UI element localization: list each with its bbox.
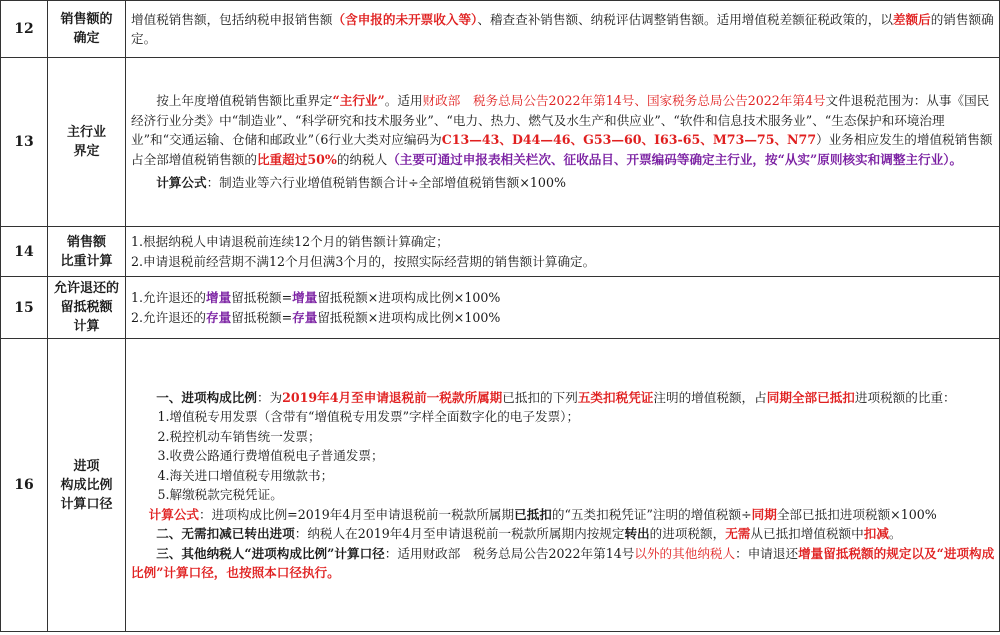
row-header-line: 构成比例 — [60, 477, 113, 493]
row-content — [126, 277, 1000, 339]
row-header-line: 计算 — [73, 319, 100, 334]
content-paragraph: 增值税销售额，包括纳税申报销售额（含申报的未开票收入等）、稽查查补销售额、纳税评估调整销售额。适用增值税差额征税政策的，以差额后的销售额确定。 — [131, 11, 994, 46]
row-content — [126, 227, 1000, 277]
formula-line: 计算公式：进项构成比例=2019年4月至申请退税前一税款所属期已抵扣的“五类扣税凭证”注明的增值税额÷同期全部已抵扣进项税额×100% — [148, 506, 937, 522]
row-number: 14 — [1, 227, 48, 277]
section-three: 三、其他纳税人“进项构成比例”计算口径：适用财政部 税务总局公告2022年第14号以外的其他纳税人：申请退还增量留抵税额的规定以及“进项构成比例”计算口径，也按照本口径执行。 — [131, 545, 995, 580]
list-item: 1.增值税专用发票（含带有“增值税专用发票”字样全面数字化的电子发票）； — [157, 409, 580, 424]
list-item: 1.根据纳税人申请退税前连续12个月的销售额计算确定； — [131, 234, 449, 249]
row-header-line: 计算口径 — [60, 496, 113, 512]
list-item: 2.税控机动车销售统一发票； — [157, 428, 321, 444]
formula-line: 计算公式：制造业等六行业增值税销售额合计÷全部增值税销售额×100% — [156, 175, 566, 191]
content-paragraph: 按上年度增值税销售额比重界定“主行业”。适用财政部 税务总局公告2022年第14号、国家税务总局公告2022年第4号文件退税范围为：从事《国民经济行业分类》中“制造业”、“科学研究和技术服务业”、“电力、热力、燃气及水生产和供应业”、“软件和信息技术服务业”、“生态保护和环境治理业”和“交通运输、仓储和邮政业”（6行业大类对应编码为C13—43、D44—46、G53—60、I63-65、M73—75、N77）业务相应发生的增值税销售额占全部增值税销售额的比重超过50%的纳税人（主要可通过申报表相关栏次、征收品目、开票编码等确定主行业，按“从实”原则核实和调整主行业）。 — [131, 93, 993, 167]
row-header — [48, 58, 126, 227]
row-number: 15 — [1, 277, 48, 339]
section-one: 一、进项构成比例：为2019年4月至申请退税前一税款所属期已抵扣的下列五类扣税凭证注明的增值税额，占同期全部已抵扣进项税额的比重： — [156, 389, 956, 405]
table-row — [1, 1, 1000, 58]
list-item: 4.海关进口增值税专用缴款书； — [157, 467, 334, 483]
list-item: 2.申请退税前经营期不满12个月但满3个月的，按照实际经营期的销售额计算确定。 — [131, 253, 596, 269]
row-header-line: 界定 — [73, 144, 100, 159]
table-row — [1, 58, 1000, 227]
list-item: 2.允许退还的存量留抵税额=存量留抵税额×进项构成比例×100% — [131, 309, 501, 325]
row-content — [126, 339, 1000, 632]
table-row — [1, 227, 1000, 277]
table-row — [1, 277, 1000, 339]
row-header-line: 销售额 — [66, 234, 106, 250]
row-number: 16 — [1, 339, 48, 632]
list-item: 1.允许退还的增量留抵税额=增量留抵税额×进项构成比例×100% — [131, 290, 501, 305]
row-header-line: 销售额的 — [60, 12, 113, 27]
row-header-line: 主行业 — [66, 125, 106, 140]
row-content — [126, 1, 1000, 58]
list-item: 5.解缴税款完税凭证。 — [157, 487, 283, 502]
row-header — [48, 339, 126, 632]
row-header-line: 比重计算 — [60, 253, 113, 269]
row-number: 12 — [1, 1, 48, 58]
row-header-line: 确定 — [73, 31, 100, 46]
row-header — [48, 277, 126, 339]
row-header — [48, 1, 126, 58]
section-two: 二、无需扣减已转出进项：纳税人在2019年4月至申请退税前一税款所属期内按规定转出的进项税额，无需从已抵扣增值税额中扣减。 — [156, 526, 902, 541]
row-header-line: 允许退还的 — [53, 281, 119, 296]
list-item: 3.收费公路通行费增值税电子普通发票； — [157, 448, 384, 463]
row-header-line: 进项 — [73, 458, 100, 474]
row-header-line: 留抵税额 — [60, 300, 113, 315]
row-content — [126, 58, 1000, 227]
row-header — [48, 227, 126, 277]
row-number: 13 — [1, 58, 48, 227]
table-row — [1, 339, 1000, 632]
